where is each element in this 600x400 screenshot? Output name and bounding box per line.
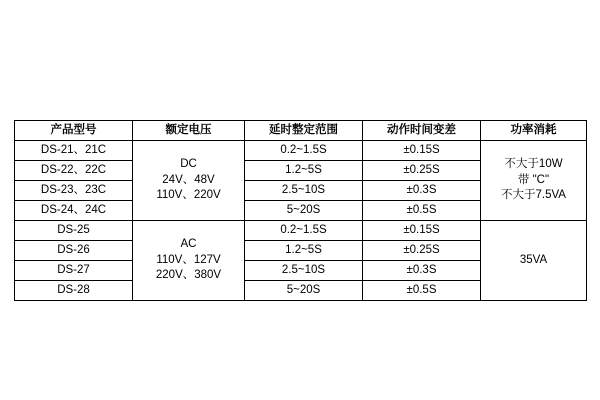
cell-model: DS-25 — [15, 221, 133, 241]
cell-time-variation: ±0.15S — [363, 221, 481, 241]
cell-delay-range: 0.2~1.5S — [245, 141, 363, 161]
cell-time-variation: ±0.3S — [363, 181, 481, 201]
voltage-line: 110V、127V — [156, 253, 221, 266]
cell-model: DS-28 — [15, 281, 133, 301]
cell-model: DS-21、21C — [15, 141, 133, 161]
cell-delay-range: 1.2~5S — [245, 161, 363, 181]
column-header-power: 功率消耗 — [481, 121, 587, 141]
power-line: 不大于10W — [504, 158, 563, 171]
cell-model: DS-22、22C — [15, 161, 133, 181]
cell-power-dc — [481, 141, 587, 221]
cell-delay-range: 1.2~5S — [245, 241, 363, 261]
cell-delay-range: 5~20S — [245, 201, 363, 221]
power-line: 带 "C" — [517, 173, 550, 186]
table-row — [15, 221, 587, 241]
voltage-line: 24V、48V — [162, 173, 215, 186]
cell-model: DS-27 — [15, 261, 133, 281]
table-header-row — [15, 121, 587, 141]
power-line: 不大于7.5VA — [501, 189, 566, 202]
cell-model: DS-24、24C — [15, 201, 133, 221]
column-header-voltage: 额定电压 — [133, 121, 245, 141]
column-header-time-variation: 动作时间变差 — [363, 121, 481, 141]
cell-power-ac: 35VA — [481, 221, 587, 301]
cell-model: DS-26 — [15, 241, 133, 261]
cell-model: DS-23、23C — [15, 181, 133, 201]
voltage-line: 110V、220V — [156, 189, 221, 202]
cell-time-variation: ±0.25S — [363, 241, 481, 261]
voltage-line: 220V、380V — [155, 269, 222, 282]
cell-time-variation: ±0.5S — [363, 281, 481, 301]
table-row — [15, 141, 587, 161]
cell-voltage-dc — [133, 141, 245, 221]
cell-delay-range: 2.5~10S — [245, 261, 363, 281]
cell-delay-range: 0.2~1.5S — [245, 221, 363, 241]
cell-time-variation: ±0.5S — [363, 201, 481, 221]
cell-voltage-ac — [133, 221, 245, 301]
column-header-model: 产品型号 — [15, 121, 133, 141]
voltage-line: AC — [180, 238, 197, 251]
voltage-line: DC — [180, 158, 197, 171]
cell-delay-range: 2.5~10S — [245, 181, 363, 201]
specification-table — [14, 120, 587, 301]
cell-time-variation: ±0.3S — [363, 261, 481, 281]
column-header-delay-range: 延时整定范围 — [245, 121, 363, 141]
cell-delay-range: 5~20S — [245, 281, 363, 301]
cell-time-variation: ±0.15S — [363, 141, 481, 161]
cell-time-variation: ±0.25S — [363, 161, 481, 181]
